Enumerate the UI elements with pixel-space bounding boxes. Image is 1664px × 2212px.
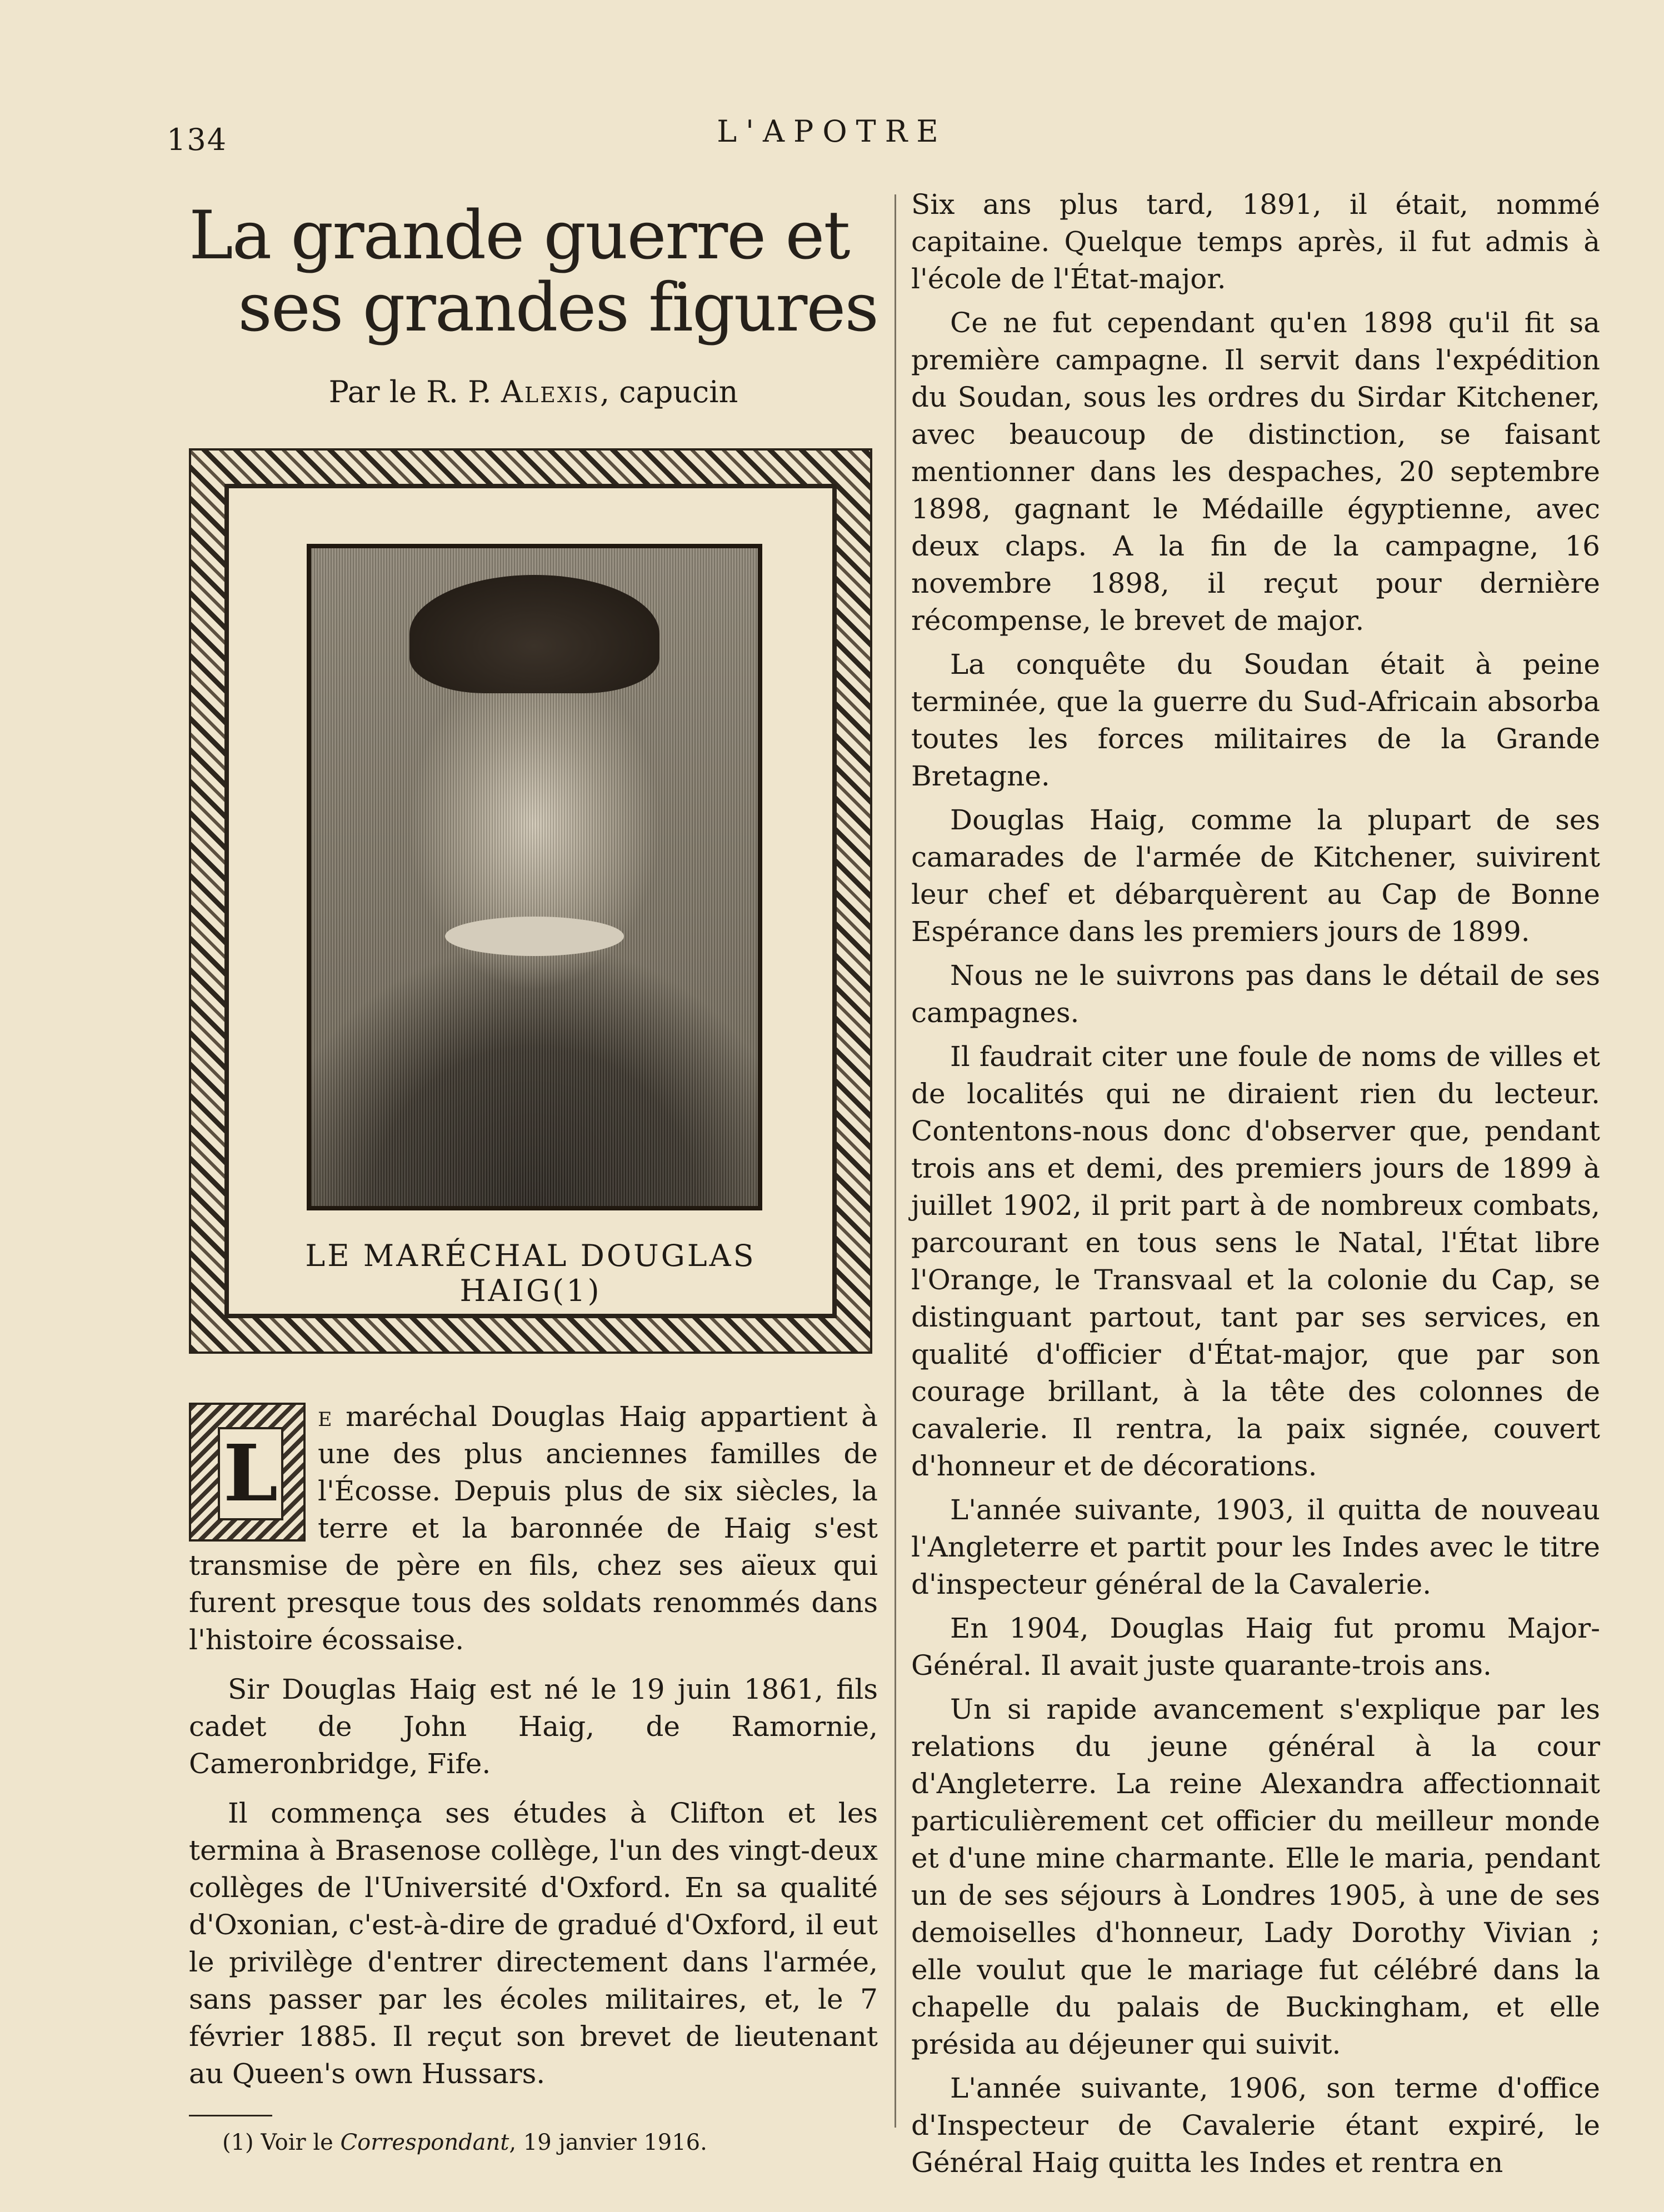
portrait-ornamental-frame xyxy=(189,448,872,1354)
footnote xyxy=(189,2130,878,2155)
right-paragraph-5: Nous ne le suivrons pas dans le détail de ses campagnes. xyxy=(911,959,1600,1029)
right-paragraph-4: Douglas Haig, comme la plupart de ses camarades de l'armée de Kitchener, suivirent leur chef et débarquèrent au Cap de Bonne Espérance dans les premiers jours de 1899. xyxy=(911,804,1600,948)
right-paragraph-6: Il faudrait citer une foule de noms de villes et de localités qui ne diraient rien du lecteur. Contentons-nous donc d'observer que, pendant trois ans et demi, des premiers jours de 1899 à juillet 1902, il prit part à de nombreux combats, parcourant en tous sens le Natal, l'État libre l'Orange, le Transvaal et la colonie du Cap, se distinguant partout, tant par ses services, en qualité d'officier d'État-major, que par son courage brillant, à la tête des colonnes de cavalerie. Il rentra, la paix signée, couvert d'honneur et de décorations. xyxy=(911,1040,1600,1482)
paragraph-2: Sir Douglas Haig est né le 19 juin 1861, fils cadet de John Haig, de Ramornie, Cameronbridge, Fife. xyxy=(189,1673,878,1780)
footnote-prefix: Voir le xyxy=(261,2130,333,2156)
portrait-mustache xyxy=(445,917,624,956)
left-body-text xyxy=(189,1398,878,2093)
right-paragraph-10: L'année suivante, 1906, son terme d'office d'Inspecteur de Cavalerie étant expiré, le Général Haig quitta les Indes et rentra en xyxy=(911,2072,1600,2179)
portrait-hair xyxy=(409,575,659,693)
portrait-caption: LE MARÉCHAL DOUGLAS HAIG(1) xyxy=(305,1238,756,1309)
footnote-marker: (1) xyxy=(222,2130,254,2156)
footnote-source: Correspondant xyxy=(340,2130,509,2156)
right-paragraph-1: Six ans plus tard, 1891, il était, nommé capitaine. Quelque temps après, il fut admis à l'école de l'État-major. xyxy=(911,188,1600,295)
column-divider xyxy=(895,194,896,2128)
paragraph-1 xyxy=(189,1398,878,1659)
portrait-photo xyxy=(307,544,762,1210)
article-title xyxy=(189,197,878,347)
dropcap-letter: L xyxy=(218,1427,283,1520)
left-column xyxy=(189,197,878,2156)
paragraph-3: Il commença ses études à Clifton et les termina à Brasenose collège, l'un des vingt-deux collèges de l'Université d'Oxford. En sa qualité d'Oxonian, c'est-à-dire de gradué d'Oxford, il eut le privilège d'entrer directement dans l'armée, sans passer par les écoles militaires, et, le 7 février 1885. Il reçut son brevet de lieutenant au Queen's own Hussars. xyxy=(189,1797,878,2090)
byline-prefix: Par le R. P. xyxy=(328,374,492,410)
right-paragraph-9: Un si rapide avancement s'explique par les relations du jeune général à la cour d'Angleterre. La reine Alexandra affectionnait particulièrement cet officier du meilleur monde et d'une mine charmante. Elle le maria, pendant un de ses séjours à Londres 1905, à une de ses demoiselles d'honneur, Lady Dorothy Vivian ; elle voulut que le mariage fut célébré dans la chapelle du palais de Buckingham, et elle présida au déjeuner qui suivit. xyxy=(911,1693,1600,2060)
article-title-line2: ses grandes figures xyxy=(238,269,878,347)
footnote-suffix: , 19 janvier 1916. xyxy=(509,2130,707,2156)
right-paragraph-7: L'année suivante, 1903, il quitta de nouveau l'Angleterre et partit pour les Indes avec le titre d'inspecteur général de la Cavalerie. xyxy=(911,1494,1600,1600)
right-column xyxy=(911,186,1600,2181)
page-number: 134 xyxy=(167,122,228,157)
byline xyxy=(189,374,878,409)
byline-author: Alexis xyxy=(501,374,600,410)
byline-suffix: , capucin xyxy=(599,374,738,410)
right-paragraph-3: La conquête du Soudan était à peine terminée, que la guerre du Sud-Africain absorba toutes les forces militaires de la Grande Bretagne. xyxy=(911,648,1600,792)
article-title-line1: La grande guerre et xyxy=(189,197,850,274)
running-head: L'APOTRE xyxy=(717,114,947,149)
footnote-rule xyxy=(189,2115,272,2116)
paragraph-1-text: maréchal Douglas Haig appartient à une des plus anciennes familles de l'Écosse. Depuis plus de six siècles, la terre et la baronnée de Haig s'est transmise de père en fils, chez ses aïeux qui furent presque tous des soldats renommés dans l'histoire écossaise. xyxy=(189,1400,878,1657)
first-word-rest: e xyxy=(318,1400,332,1433)
right-paragraph-2: Ce ne fut cependant qu'en 1898 qu'il fit sa première campagne. Il servit dans l'expédition du Soudan, sous les ordres du Sirdar Kitchener, avec beaucoup de distinction, se faisant mentionner dans les despaches, 20 septembre 1898, gagnant le Médaille égyptienne, avec deux claps. A la fin de la campagne, 16 novembre 1898, il reçut pour dernière récompense, le brevet de major. xyxy=(911,307,1600,637)
portrait-frame-inner xyxy=(224,484,837,1318)
dropcap-ornament xyxy=(189,1403,306,1542)
right-paragraph-8: En 1904, Douglas Haig fut promu Major-Général. Il avait juste quarante-trois ans. xyxy=(911,1612,1600,1681)
